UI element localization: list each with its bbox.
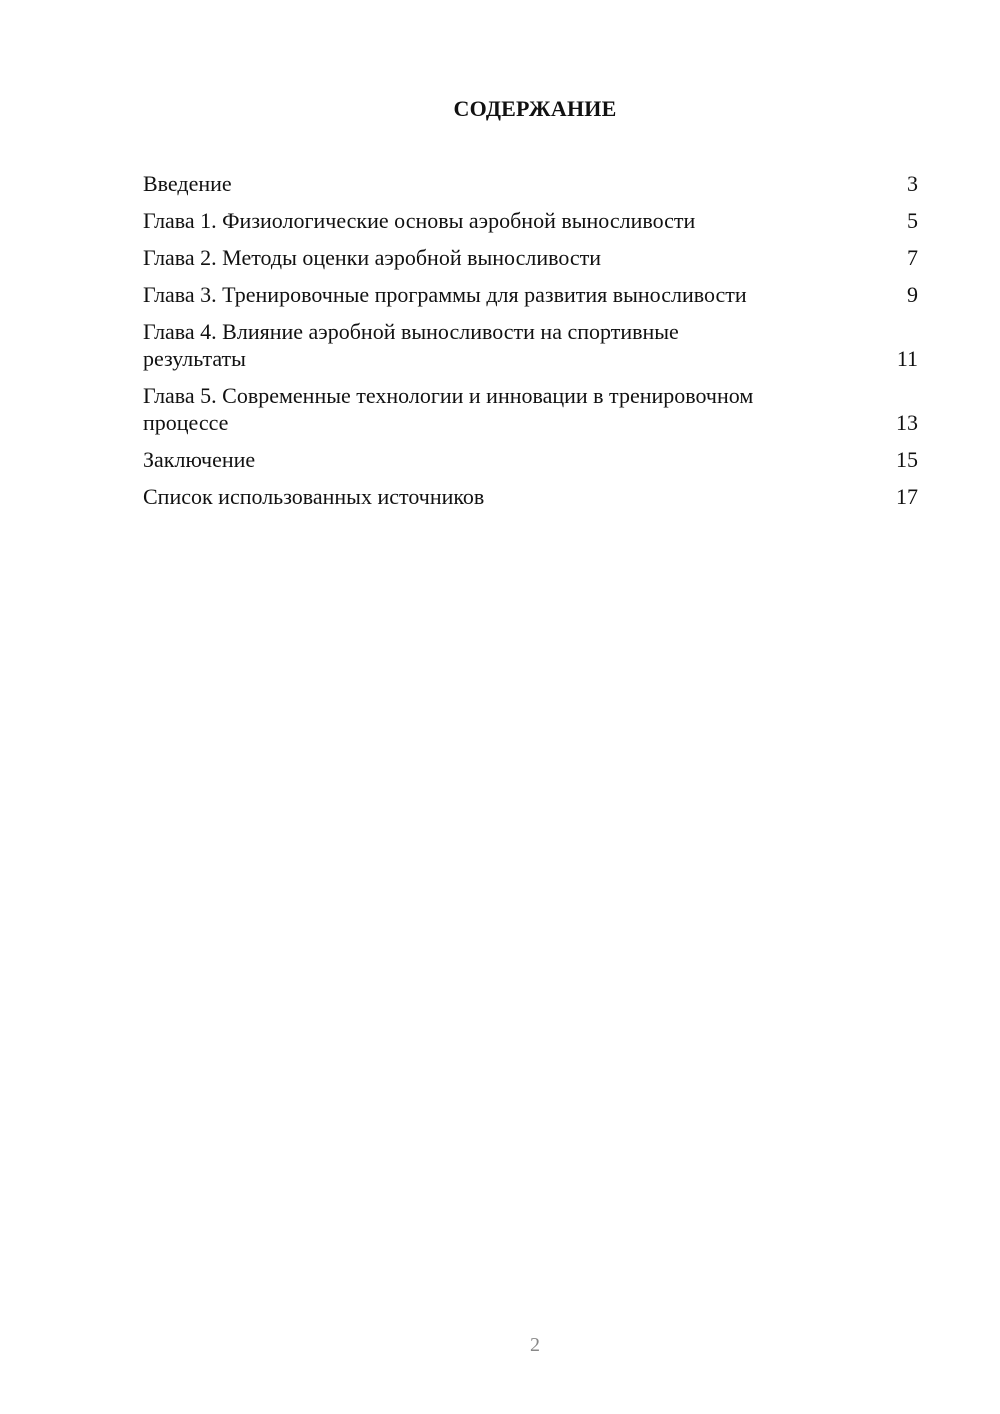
table-of-contents <box>143 170 918 520</box>
toc-entry-page: 13 <box>896 410 918 435</box>
toc-title: СОДЕРЖАНИЕ <box>453 96 617 121</box>
toc-entry-page: 5 <box>907 208 918 233</box>
toc-entry-chapter-3[interactable] <box>143 281 918 308</box>
toc-entry-text: Глава 1. Физиологические основы аэробной выносливости <box>143 208 696 233</box>
toc-entry-text: Заключение <box>143 447 256 472</box>
toc-entry-introduction[interactable] <box>143 170 918 197</box>
toc-entry-page: 17 <box>896 484 918 509</box>
toc-entry-text: Глава 4. Влияние аэробной выносливости на спортивные результаты <box>143 319 679 371</box>
toc-entry-chapter-4[interactable] <box>143 318 918 372</box>
toc-entry-chapter-5[interactable] <box>143 382 918 436</box>
toc-entry-conclusion[interactable] <box>143 446 918 473</box>
toc-entry-page: 15 <box>896 447 918 472</box>
toc-entry-page: 9 <box>907 282 918 307</box>
toc-entry-references[interactable] <box>143 483 918 510</box>
toc-entry-text: Глава 5. Современные технологии и инновации в тренировочном процессе <box>143 383 754 435</box>
page-number: 2 <box>530 1334 540 1356</box>
toc-entry-text: Введение <box>143 171 232 196</box>
toc-entry-text: Глава 2. Методы оценки аэробной выносливости <box>143 245 602 270</box>
toc-entry-page: 11 <box>896 346 918 371</box>
toc-entry-chapter-2[interactable] <box>143 244 918 271</box>
toc-entry-page: 3 <box>907 171 918 196</box>
toc-entry-chapter-1[interactable] <box>143 207 918 234</box>
toc-entry-text: Список использованных источников <box>143 484 485 509</box>
toc-entry-text: Глава 3. Тренировочные программы для развития выносливости <box>143 282 747 307</box>
toc-entry-page: 7 <box>907 245 918 270</box>
